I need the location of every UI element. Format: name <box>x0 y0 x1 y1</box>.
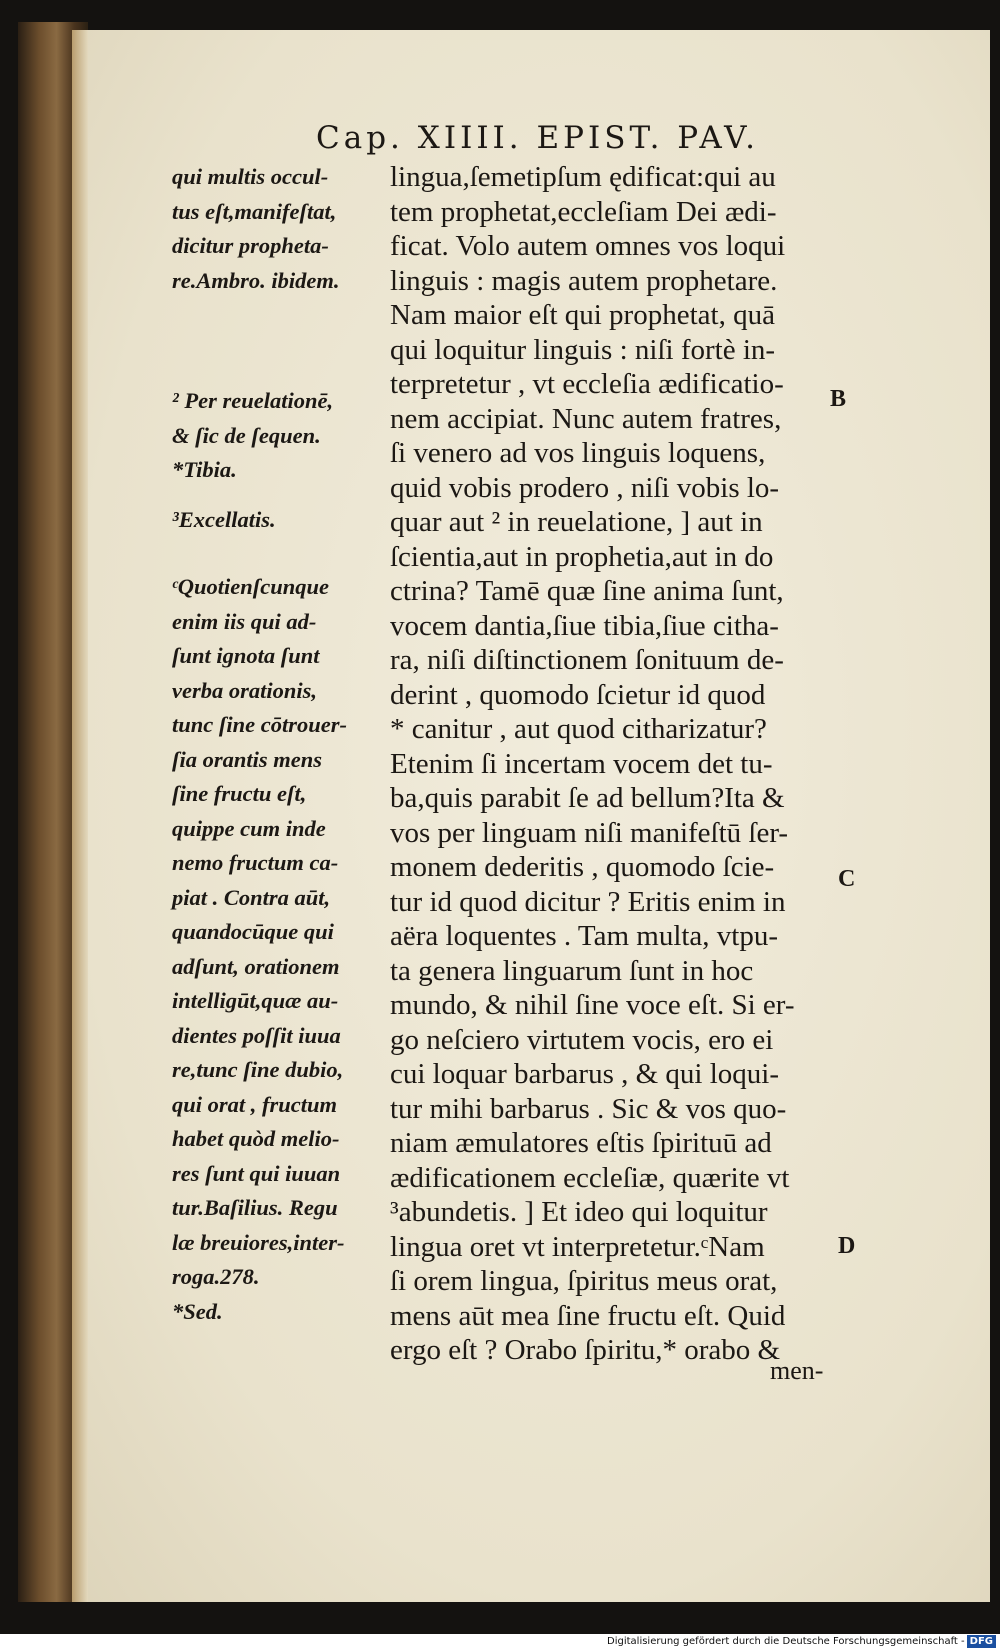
margin-note-line: quippe cum inde <box>172 815 326 841</box>
margin-note-line: ſine fructu eſt, <box>172 781 307 806</box>
text-line: qui loquitur linguis : niſi fortè in- <box>390 333 776 366</box>
running-head: Cap. XIIII. EPIST. PAV. <box>316 120 759 156</box>
margin-note-line: læ breuiores,inter- <box>172 1229 345 1255</box>
margin-note-line: res ſunt qui iuuan <box>172 1160 341 1186</box>
text-line: vocem dantia,ſiue tibia,ſiue citha- <box>390 609 779 642</box>
margin-note-line: & ſic de ſequen. <box>172 422 321 448</box>
catchword: men- <box>770 1356 824 1385</box>
text-line: vos per linguam niſi manifeſtū ſer- <box>390 816 789 849</box>
text-line: tem prophetat,eccleſiam Dei ædi- <box>390 195 777 228</box>
margin-note-reuelatione <box>172 384 333 488</box>
margin-note-line: re.Ambro. ibidem. <box>172 267 340 293</box>
digitization-footer <box>0 1634 1000 1649</box>
margin-note-line: *Sed. <box>172 1298 223 1324</box>
margin-note-line: adſunt, orationem <box>172 953 340 979</box>
text-line: derint , quomodo ſcietur id quod <box>390 678 766 711</box>
text-line: aëra loquentes . Tam multa, vtpu- <box>390 920 779 952</box>
page-gutter <box>72 30 88 1602</box>
text-line: ³abundetis. ] Et ideo qui loquitur <box>390 1196 768 1228</box>
margin-note-line: verba orationis, <box>172 677 318 703</box>
text-line: cui loquar barbarus , & qui loqui- <box>390 1058 779 1090</box>
text-line: linguis : magis autem prophetare. <box>390 264 778 297</box>
text-line: quar aut ² in reuelatione, ] aut in <box>390 506 763 538</box>
text-line: ſi venero ad vos linguis loquens, <box>390 437 766 469</box>
margin-note-line: tunc ſine cōtrouer- <box>172 712 348 737</box>
margin-note-line: ſunt ignota ſunt <box>172 643 320 668</box>
margin-note-line: tur.Baſilius. Regu <box>172 1195 338 1220</box>
margin-note-line: ² Per reuelationē, <box>172 388 334 413</box>
text-line: Nam maior eſt qui prophetat, quā <box>390 299 775 331</box>
margin-note-line: habet quòd melio- <box>172 1126 340 1151</box>
text-line: ra, niſi diſtinctionem ſonituum de- <box>390 644 784 676</box>
text-line: * canitur , aut quod citharizatur? <box>390 713 767 745</box>
margin-note-line: enim iis qui ad- <box>172 608 317 634</box>
margin-note-line: nemo fructum ca- <box>172 850 339 875</box>
text-line: lingua oret vt interpretetur.ᶜNam <box>390 1230 765 1263</box>
text-line: mens aūt mea ſine fructu eſt. Quid <box>390 1299 786 1332</box>
main-text-column <box>390 160 820 1368</box>
margin-note-line: dientes poſſit iuua <box>172 1022 341 1048</box>
text-line: mundo, & nihil ſine voce eſt. Si er- <box>390 989 795 1021</box>
margin-note-line: tus eſt,manifeſtat, <box>172 198 337 224</box>
margin-note-ambrose <box>172 160 340 298</box>
text-line: monem dederitis , quomodo ſcie- <box>390 851 775 883</box>
text-line: ſi orem lingua, ſpiritus meus orat, <box>390 1265 778 1297</box>
text-line: nem accipiat. Nunc autem fratres, <box>390 402 782 435</box>
margin-note-line: piat . Contra aūt, <box>172 884 331 910</box>
margin-note-line: roga.278. <box>172 1264 260 1289</box>
margin-note-excellatis <box>172 503 276 538</box>
margin-note-line: ſia orantis mens <box>172 746 323 772</box>
margin-note-line: qui multis occul- <box>172 164 329 189</box>
text-line: ba,quis parabit ſe ad bellum?Ita & <box>390 782 785 814</box>
text-line: quid vobis prodero , niſi vobis lo- <box>390 471 780 504</box>
section-letter-d: D <box>838 1233 856 1259</box>
margin-note-line: qui orat , fructum <box>172 1091 338 1117</box>
text-line: ergo eſt ? Orabo ſpiritu,* orabo & <box>390 1334 781 1366</box>
text-line: ficat. Volo autem omnes vos loqui <box>390 230 786 262</box>
text-line: lingua,ſemetipſum ędificat:qui au <box>390 161 776 193</box>
text-line: ſcientia,aut in prophetia,aut in do <box>390 540 774 573</box>
text-line: tur mihi barbarus . Sic & vos quo- <box>390 1092 787 1125</box>
margin-note-line: re,tunc ſine dubio, <box>172 1057 344 1082</box>
text-line: terpretetur , vt eccleſia ædificatio- <box>390 368 784 400</box>
section-letter-c: C <box>838 866 856 892</box>
margin-note-line: intelligūt,quæ au- <box>172 988 339 1013</box>
dfg-logo: DFG <box>967 1635 996 1648</box>
margin-note-line: ³Excellatis. <box>172 507 276 532</box>
margin-note-line: quandocūque qui <box>172 919 334 944</box>
margin-note-line: dicitur propheta- <box>172 233 329 258</box>
text-line: ta genera linguarum ſunt in hoc <box>390 954 754 987</box>
text-line: tur id quod dicitur ? Eritis enim in <box>390 885 786 918</box>
margin-note-basilius <box>172 570 347 1329</box>
text-line: go neſciero virtutem vocis, ero ei <box>390 1023 774 1056</box>
text-line: ædificationem eccleſiæ, quærite vt <box>390 1161 790 1194</box>
text-line: niam æmulatores eſtis ſpirituū ad <box>390 1127 772 1159</box>
margin-note-line: *Tibia. <box>172 457 237 482</box>
text-line: Etenim ſi incertam vocem det tu- <box>390 747 773 780</box>
margin-note-line: ᶜQuotienſcunque <box>172 574 329 599</box>
section-letter-b: B <box>830 386 847 412</box>
footer-text: Digitalisierung gefördert durch die Deutsche Forschungsgemeinschaft - <box>607 1636 965 1647</box>
text-line: ctrina? Tamē quæ ſine anima ſunt, <box>390 575 784 607</box>
